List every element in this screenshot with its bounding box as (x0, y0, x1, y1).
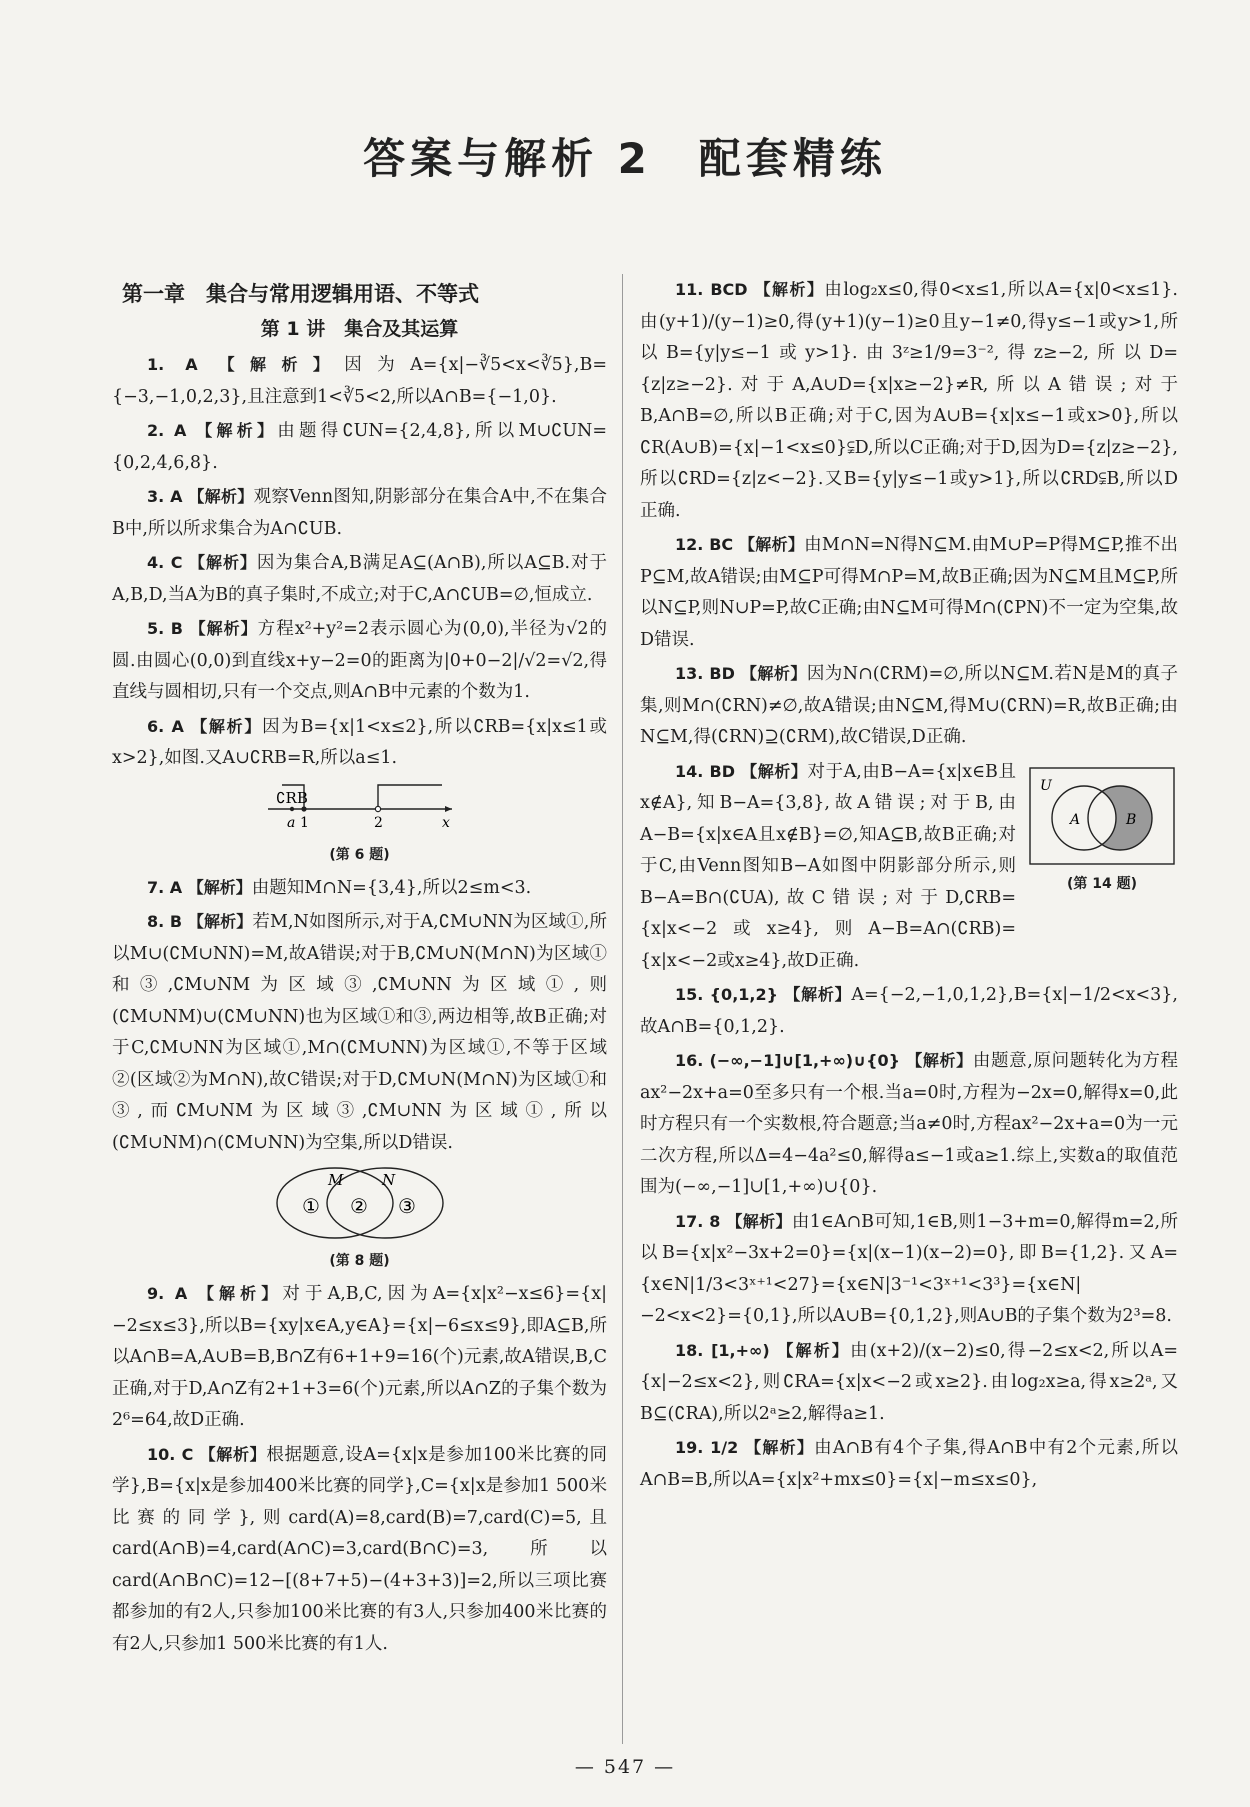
label-m: M (327, 1171, 343, 1189)
figure-14 (1026, 756, 1178, 893)
chapter-heading: 第一章 集合与常用逻辑用语、不等式 (122, 282, 479, 306)
axis-label-x: x (441, 814, 450, 831)
column-divider (622, 274, 623, 1744)
answer-item: 7. A 【解析】由题知M∩N={3,4},所以2≤m<3. (147, 877, 532, 898)
answer-list-b (112, 872, 607, 1160)
answer-item: 3. A 【解析】观察Venn图知,阴影部分在集合A中,不在集合B中,所以所求集合为A∩∁UB. (112, 487, 607, 539)
arrow-icon (445, 806, 452, 812)
answer-list-c (112, 1278, 607, 1660)
figure-caption: (第 8 题) (329, 1253, 390, 1269)
label-a: A (1070, 811, 1081, 828)
number-line-diagram (260, 779, 460, 837)
figure-8 (112, 1163, 607, 1270)
page-title: 答案与解析 2 配套精练 (363, 134, 887, 183)
label-complement-b: ∁RB (275, 788, 308, 807)
answer-item: 15. {0,1,2} 【解析】A={−2,−1,0,1,2},B={x|−1/2<x<3},故A∩B={0,1,2}. (640, 985, 1178, 1037)
page-number: — 547 — (574, 1756, 676, 1778)
answer-item: 1. A 【解析】因为A={x|−∛5<x<∛5},B={−3,−1,0,2,3},且注意到1<∛5<2,所以A∩B={−1,0}. (112, 355, 607, 407)
region-1: ① (301, 1194, 320, 1218)
answer-list-a (112, 349, 607, 775)
answer-item: 19. 1/2 【解析】由A∩B有4个子集,得A∩B中有2个元素,所以A∩B=B,所以A={x|x²+mx≤0}={x|−m≤x≤0}, (640, 1438, 1178, 1490)
answer-item: 16. (−∞,−1]∪[1,+∞)∪{0} 【解析】由题意,原问题转化为方程ax²−2x+a=0至多只有一个根.当a=0时,方程为−2x=0,解得x=0,此时方程只有一个实数根,符合题意;当a≠0时,方程ax²−2x+a=0为一元二次方程,所以Δ=4−4a²≤0,解得a≤−1或a≥1.综上,实数a的取值范围为(−∞,−1]∪[1,+∞)∪{0}. (640, 1051, 1178, 1197)
region-2: ② (349, 1194, 368, 1218)
lecture-heading: 第 1 讲 集合及其运算 (260, 318, 459, 340)
answer-item: 8. B 【解析】若M,N如图所示,对于A,∁M∪NN为区域①,所以M∪(∁M∪NN)=M,故A错误;对于B,∁M∪N(M∩N)为区域①和③,∁M∪NM为区域③,∁M∪NN为区域①,则(∁M∪NM)∪(∁M∪NN)也为区域①和③,两边相等,故B正确;对于C,∁M∪NN为区域①,M∩(∁M∪NN)为区域①,不等于区域②(区域②为M∩N),故C错误;对于D,∁M∪N(M∩N)为区域①和③,而∁M∪NM为区域③,∁M∪NN为区域①,所以(∁M∪NM)∩(∁M∪NN)为空集,所以D错误. (112, 912, 607, 1153)
tick-label-2: 2 (373, 814, 383, 831)
answer-item: 13. BD 【解析】因为N∩(∁RM)=∅,所以N⊆M.若N是M的真子集,则M∩(∁RN)≠∅,故A错误;由N⊆M,得M∪(∁RN)=R,故B正确;由N⊆M,得(∁RN)⊇(∁RM),故C错误,D正确. (640, 664, 1178, 747)
label-n: N (381, 1171, 395, 1189)
figure-caption: (第 6 题) (329, 846, 390, 863)
answer-item: 18. [1,+∞) 【解析】由(x+2)/(x−2)≤0,得−2≤x<2,所以A={x|−2≤x<2},则∁RA={x|x<−2或x≥2}.由log₂x≥a,得x≥2ᵃ,又B⊆(∁RA),所以2ᵃ≥2,解得a≥1. (640, 1340, 1178, 1424)
figure-caption: (第 14 题) (1066, 875, 1138, 892)
open-point (375, 806, 380, 811)
closed-point (301, 806, 306, 811)
right-column (640, 274, 1178, 1498)
left-column (112, 274, 607, 1662)
answer-item: 14. BD 【解析】对于A,由B−A={x|x∈B且x∉A},知B−A={3,8},故A错误;对于B,由A−B={x|x∈A且x∉B}=∅,知A⊆B,故B正确;对于C,由Venn图知B−A如图中阴影部分所示,则B−A=B∩(∁UA),故C错误;对于D,∁RB={x|x<−2或x≥4},则A−B=A∩(∁RB)={x|x<−2或x≥4},故D正确. (640, 761, 1017, 971)
label-u: U (1040, 777, 1052, 794)
venn-diagram-mn (270, 1163, 450, 1243)
figure-6 (112, 779, 607, 864)
answer-item: 11. BCD 【解析】由log₂x≤0,得0<x≤1,所以A={x|0<x≤1}.由(y+1)/(y−1)≥0,得(y+1)(y−1)≥0且y−1≠0,得y≤−1或y>1,所以B={y|y≤−1或y>1}.由3ᶻ≥1/9=3⁻²,得z≥−2,所以D={z|z≥−2}.对于A,A∪D={x|x≥−2}≠R,所以A错误;对于B,A∩B=∅,所以B正确;对于C,因为A∪B={x|x≤−1或x>0},所以∁R(A∪B)={x|−1<x≤0}⫋D,所以C正确;对于D,因为D={z|z≥−2},所以∁RD={z|z<−2}.又B={y|y≤−1或y>1},所以∁RD⫋B,所以D正确. (640, 280, 1178, 521)
region-3: ③ (397, 1194, 416, 1218)
answer-item: 2. A 【解析】由题得∁UN={2,4,8},所以M∪∁UN={0,2,4,6,8}. (112, 421, 607, 473)
answer-item: 9. A 【解析】对于A,B,C,因为A={x|x²−x≤6}={x|−2≤x≤3},所以B={xy|x∈A,y∈A}={x|−6≤x≤9},即A⊆B,所以A∩B=A,A∪B=B,B∩Z有6+1+9=16(个)元素,故A错误,B,C正确,对于D,A∩Z有2+1+3=6(个)元素,所以A∩Z的子集个数为2⁶=64,故D正确. (112, 1284, 607, 1430)
point-a (289, 806, 293, 810)
answer-list-e (640, 979, 1178, 1496)
answer-item: 17. 8 【解析】由1∈A∩B可知,1∈B,则1−3+m=0,解得m=2,所以B={x|x²−3x+2=0}={x|(x−1)(x−2)=0},即B={1,2}.又A={x∈N|1/3<3ˣ⁺¹<27}={x∈N|3⁻¹<3ˣ⁺¹<3³}={x∈N|−2<x<2}={0,1},所以A∪B={0,1,2},则A∪B的子集个数为2³=8. (640, 1211, 1179, 1326)
answer-item: 5. B 【解析】方程x²+y²=2表示圆心为(0,0),半径为√2的圆.由圆心(0,0)到直线x+y−2=0的距离为|0+0−2|/√2=√2,得直线与圆相切,只有一个交点,则A∩B中元素的个数为1. (112, 619, 607, 702)
answer-item: 4. C 【解析】因为集合A,B满足A⊆(A∩B),所以A⊆B.对于A,B,D,当A为B的真子集时,不成立;对于C,A∩∁UB=∅,恒成立. (112, 553, 607, 605)
tick-label-1: 1 (299, 814, 309, 831)
answer-list-d (640, 274, 1178, 754)
label-b: B (1126, 811, 1137, 828)
tick-label-a: a (286, 814, 295, 831)
venn-diagram-ab (1028, 766, 1176, 866)
answer-item: 6. A 【解析】因为B={x|1<x≤2},所以∁RB={x|x≤1或x>2},如图.又A∪∁RB=R,所以a≤1. (112, 716, 607, 768)
answer-14-block (640, 756, 1178, 980)
answer-item: 10. C 【解析】根据题意,设A={x|x是参加100米比赛的同学},B={x|x是参加400米比赛的同学},C={x|x是参加1 500米比赛的同学},则card(A)=8,card(B)=7,card(C)=5,且card(A∩B)=4,card(A∩C)=3,card(B∩C)=3,所以card(A∩B∩C)=12−[(8+7+5)−(4+3+3)]=2,所以三项比赛都参加的有2人,只参加100米比赛的有3人,只参加400米比赛的有2人,只参加1 500米比赛的有1人. (112, 1444, 607, 1654)
complement-bracket-right (378, 785, 442, 793)
answer-item: 12. BC 【解析】由M∩N=N得N⊆M.由M∪P=P得M⊆P,推不出P⊆M,故A错误;由M⊆P可得M∩P=M,故B正确;因为N⊆M且M⊆P,所以N⊆P,则N∪P=P,故C正确;由N⊆M可得M∩(∁PN)不一定为空集,故D错误. (640, 535, 1178, 650)
